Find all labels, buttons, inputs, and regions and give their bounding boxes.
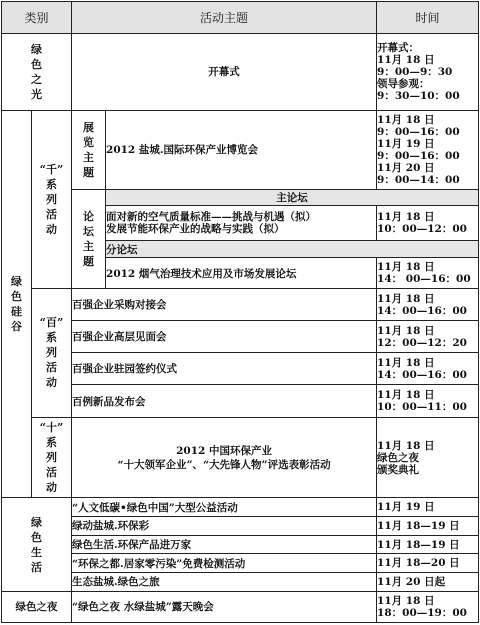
opening-ceremony-time: 开幕式： 11月 18 日 9：00—9：30 领导参观： 9：30—10：00 [377,34,479,111]
hundred-row-3 [2,353,479,385]
green-life-row-4 [2,554,479,573]
forum-label: 论 坛 主 题 [72,189,106,288]
opening-ceremony-topic: 开幕式 [72,34,377,111]
evening-gala-time: 11月 18 日 18：00—19：00 [377,591,479,622]
schedule-table [1,1,479,623]
hundred-row-1 [2,289,479,321]
ten-series-label: “十” 系 列 活 动 [32,417,72,498]
eco-tour-time: 11月 20 日起 [377,573,479,592]
free-testing-topic: “环保之都.居家零污染”免费检测活动 [72,554,377,573]
product-launch-time: 11月 18 日 10：00—11：00 [377,385,479,417]
green-life-row-5 [2,573,479,592]
main-forum-time: 11月 18 日 10：00—12：00 [377,206,479,241]
green-night-category: 绿色之夜 [2,591,72,622]
signing-ceremony-time: 11月 18 日 14：00—16：00 [377,353,479,385]
header-theme: 活动主题 [72,2,377,34]
eco-products-time: 11月 18—19 日 [377,535,479,554]
procurement-meeting-time: 11月 18 日 14：00—16：00 [377,289,479,321]
green-light-row [2,34,479,111]
awards-time: 11月 18 日 绿色之夜 颁奖典礼 [377,417,479,498]
green-valley-category: 绿 色 硅 谷 [2,110,32,498]
header-category: 类别 [2,2,72,34]
hundred-row-2 [2,321,479,353]
signing-ceremony-topic: 百强企业驻园签约仪式 [72,353,377,385]
hundred-series-label: “百” 系 列 活 动 [32,289,72,418]
sub-forum-time: 11月 18 日 14： 00—16：00 [377,258,479,289]
green-light-category: 绿 色 之 光 [2,34,72,111]
expo-time: 11月 18 日 9：00—16：00 11月 19 日 9：00—16：00 11月 20 日 9：00—14：00 [377,110,479,189]
executive-meeting-topic: 百强企业高层见面会 [72,321,377,353]
sub-forum-topic: 2012 烟气治理技术应用及市场发展论坛 [106,258,377,289]
sub-forum-label: 分论坛 [106,241,479,258]
procurement-meeting-topic: 百强企业采购对接会 [72,289,377,321]
green-life-row-3 [2,535,479,554]
green-life-category: 绿 色 生 活 [2,498,72,591]
header-row [2,2,479,34]
eco-tour-topic: 生态盐城.绿色之旅 [72,573,377,592]
thousand-series-label: “千” 系 列 活 动 [32,110,72,288]
main-forum-label: 主论坛 [106,189,479,206]
main-forum-label-row [2,189,479,206]
expo-row [2,110,479,189]
green-life-row-1 [2,498,479,517]
ten-series-row [2,417,479,498]
green-night-row [2,591,479,622]
awards-topic: 2012 中国环保产业 “十大领军企业”、“大先锋人物”评选表彰活动 [72,417,377,498]
evening-gala-topic: “绿色之夜 水绿盐城”露天晚会 [72,591,377,622]
free-testing-time: 11月 18—20 日 [377,554,479,573]
hundred-row-4 [2,385,479,417]
charity-activity-topic: “人文低碳•绿色中国”大型公益活动 [72,498,377,517]
product-launch-topic: 百例新品发布会 [72,385,377,417]
charity-activity-time: 11月 19 日 [377,498,479,517]
green-motion-time: 11月 18—19 日 [377,517,479,536]
main-forum-topic: 面对新的空气质量标准——挑战与机遇（拟） 发展节能环保产业的战略与实践（拟） [106,206,377,241]
green-life-row-2 [2,517,479,536]
header-time: 时间 [377,2,479,34]
expo-label: 展 览 主 题 [72,110,106,189]
eco-products-topic: 绿色生活.环保产品进万家 [72,535,377,554]
executive-meeting-time: 11月 18 日 12：00—12：20 [377,321,479,353]
expo-topic: 2012 盐城.国际环保产业博览会 [106,110,377,189]
green-motion-topic: 绿动盐城.环保彩 [72,517,377,536]
